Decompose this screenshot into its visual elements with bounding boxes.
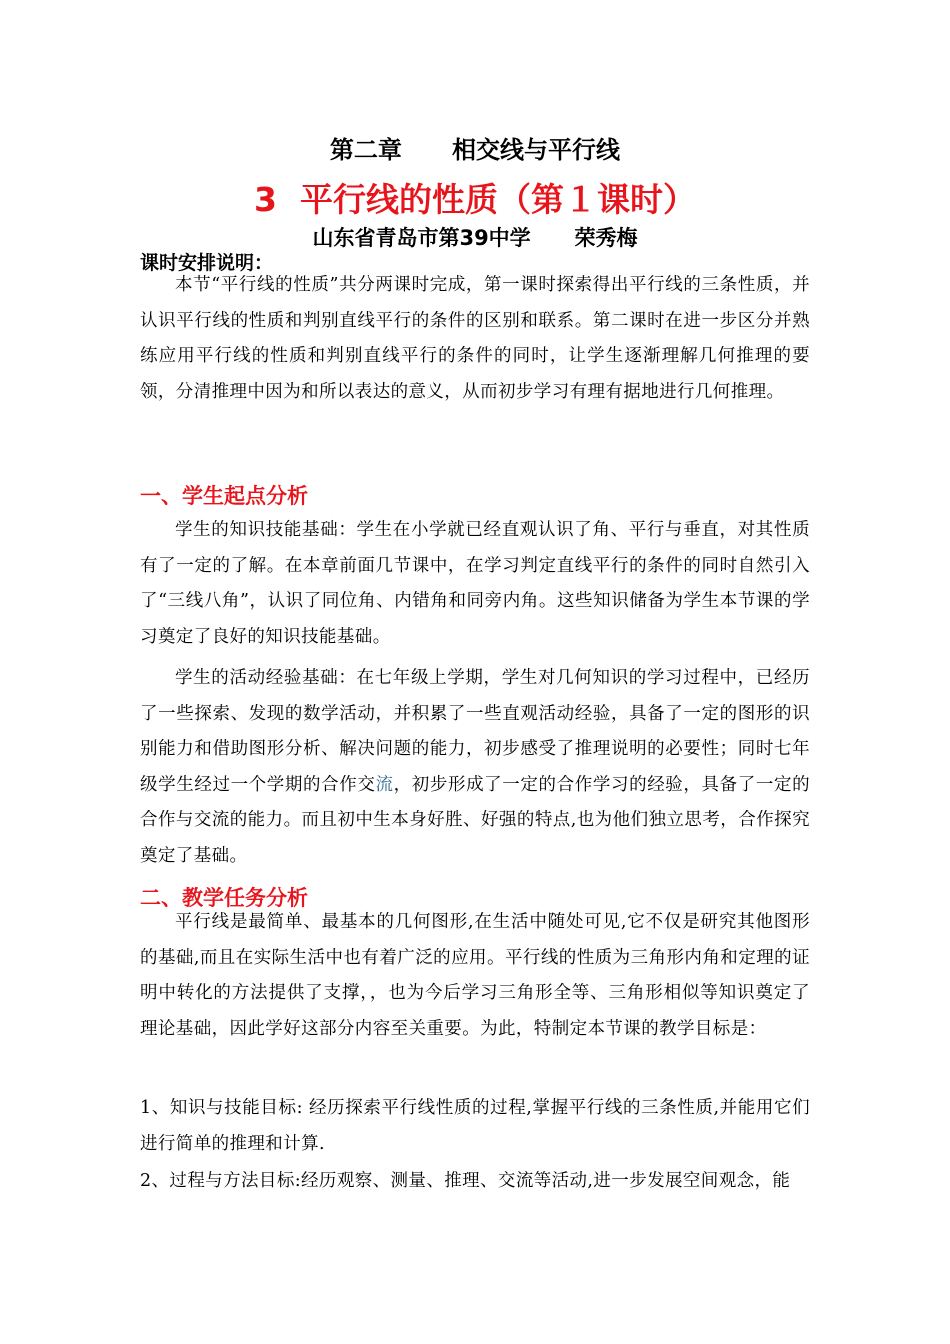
section1-paragraph1: 学生的知识技能基础：学生在小学就已经直观认识了角、平行与垂直，对其性质有了一定的了解。在本章前面几节课中，在学习判定直线平行的条件的同时自然引入了“三线八角”，认识了同位角、内错角和同旁内角。这些知识储备为学生本节课的学习奠定了良好的知识技能基础。	[140, 520, 810, 647]
intro-paragraph: 本节“平行线的性质”共分两课时完成，第一课时探索得出平行线的三条性质，并认识平行线的性质和判别直线平行的条件的区别和联系。第二课时在进一步区分并熟练应用平行线的性质和判别直线平行的条件的同时，让学生逐渐理解几何推理的要领，分清推理中因为和所以表达的意义，从而初步学习有理有据地进行几何推理。	[140, 275, 810, 402]
section1-paragraph2-part2: ，初步形成了一定的合作学习的经验，具备了一定的合作与交流的能力。而且初中生本身好胜、好强的特点,也为他们独立思考，合作探究奠定了基础。	[140, 774, 811, 866]
section2-heading: 二、教学任务分析	[140, 886, 308, 910]
intro-label: 课时安排说明：	[140, 252, 274, 274]
author-line: 山东省青岛市第39中学 荣秀梅	[312, 226, 638, 250]
section1-heading: 一、学生起点分析	[140, 484, 308, 508]
section1-paragraph2-accent: 流	[375, 774, 394, 795]
section1-paragraph2-part1: 学生的活动经验基础：在七年级上学期，学生对几何知识的学习过程中，已经历了一些探索、发现的数学活动，并积累了一些直观活动经验，具备了一定的图形的识别能力和借助图形分析、解决问题的能力，初步感受了推理说明的必要性；同时七年级学生经过一个学期的合作交	[140, 668, 810, 795]
section1-paragraph2	[140, 661, 810, 874]
goal-process-methods: 2、过程与方法目标:经历观察、测量、推理、交流等活动,进一步发展空间观念，能	[140, 1171, 791, 1191]
chapter-title: 第二章 相交线与平行线	[329, 136, 621, 164]
lesson-title: 3 平行线的性质（第１课时）	[254, 180, 696, 219]
section2-paragraph1: 平行线是最简单、最基本的几何图形,在生活中随处可见,它不仅是研究其他图形的基础,而且在实际生活中也有着广泛的应用。平行线的性质为三角形内角和定理的证明中转化的方法提供了支撑，，也为今后学习三角形全等、三角形相似等知识奠定了理论基础，因此学好这部分内容至关重要。为此，特制定本节课的教学目标是：	[140, 912, 810, 1039]
goal-knowledge-skills: 1、知识与技能目标: 经历探索平行线性质的过程,掌握平行线的三条性质,并能用它们进行简单的推理和计算.	[140, 1098, 810, 1154]
